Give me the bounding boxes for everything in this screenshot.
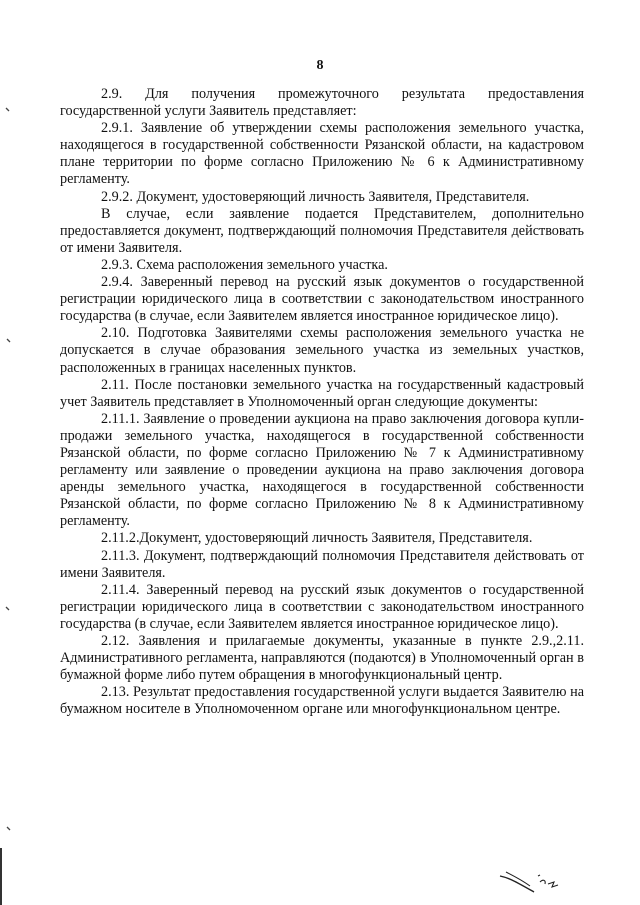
scan-edge-line [0,848,2,905]
paragraph-2-11-2: 2.11.2.Документ, удостоверяющий личность Заявителя, Представителя. [101,530,533,547]
document-body [60,86,584,718]
paragraph-2-13: 2.13. Результат предоставления государственной услуги выдается Заявителю на бумажном носителе в Уполномоченном органе или многофункциональном центре. [60,684,584,718]
paragraph-2-9: 2.9. Для получения промежуточного результата предоставления государственной услуги Заявитель представляет: [60,86,584,120]
scan-speck [6,338,12,344]
scan-speck [6,826,12,832]
paragraph-2-9-4: 2.9.4. Заверенный перевод на русский язык документов о государственной регистрации юридического лица в соответствии с законодательством иностранного государства (в случае, если Заявителем является иностранное юридическое лицо). [60,274,584,325]
paragraph-2-9-3: 2.9.3. Схема расположения земельного участка. [101,256,388,273]
signature-initials [496,866,576,900]
scan-speck [5,107,11,113]
page-number: 8 [316,58,324,73]
paragraph-2-10: 2.10. Подготовка Заявителями схемы расположения земельного участка не допускается в случае образования земельного участка из земельных участков, расположенных в границах населенных пунктов. [60,325,584,376]
paragraph-2-9-2-note: В случае, если заявление подается Представителем, дополнительно предоставляется документ, подтверждающий полномочия Представителя действовать от имени Заявителя. [60,205,584,256]
paragraph-2-9-1: 2.9.1. Заявление об утверждении схемы расположения земельного участка, находящегося в государственной собственности Рязанской области, на кадастровом плане территории по форме согласно Приложению № 6 к Административному регламенту. [60,120,584,188]
scan-speck [5,606,11,612]
paragraph-2-12: 2.12. Заявления и прилагаемые документы, указанные в пункте 2.9.,2.11. Административного регламента, направляются (подаются) в Уполномоченный орган в бумажной форме либо путем обращения в многофункциональный центр. [60,633,584,684]
paragraph-2-11-4: 2.11.4. Заверенный перевод на русский язык документов о государственной регистрации юридического лица в соответствии с законодательством иностранного государства (в случае, если Заявителем является иностранное юридическое лицо). [60,581,584,632]
paragraph-2-9-2: 2.9.2. Документ, удостоверяющий личность Заявителя, Представителя. [101,188,530,205]
paragraph-2-11-3: 2.11.3. Документ, подтверждающий полномочия Представителя действовать от имени Заявителя. [60,547,584,581]
paragraph-2-11: 2.11. После постановки земельного участка на государственный кадастровый учет Заявитель представляет в Уполномоченный орган следующие документы: [60,376,584,410]
paragraph-2-11-1: 2.11.1. Заявление о проведении аукциона на право заключения договора купли-продажи земельного участка, находящегося в государственной собственности Рязанской области, по форме согласно Приложению № 7 к Административному регламенту или заявление о проведении аукциона на право заключения договора аренды земельного участка, находящегося в государственной собственности Рязанской области, по форме согласно Приложению № 8 к Административному регламенту. [60,410,584,530]
